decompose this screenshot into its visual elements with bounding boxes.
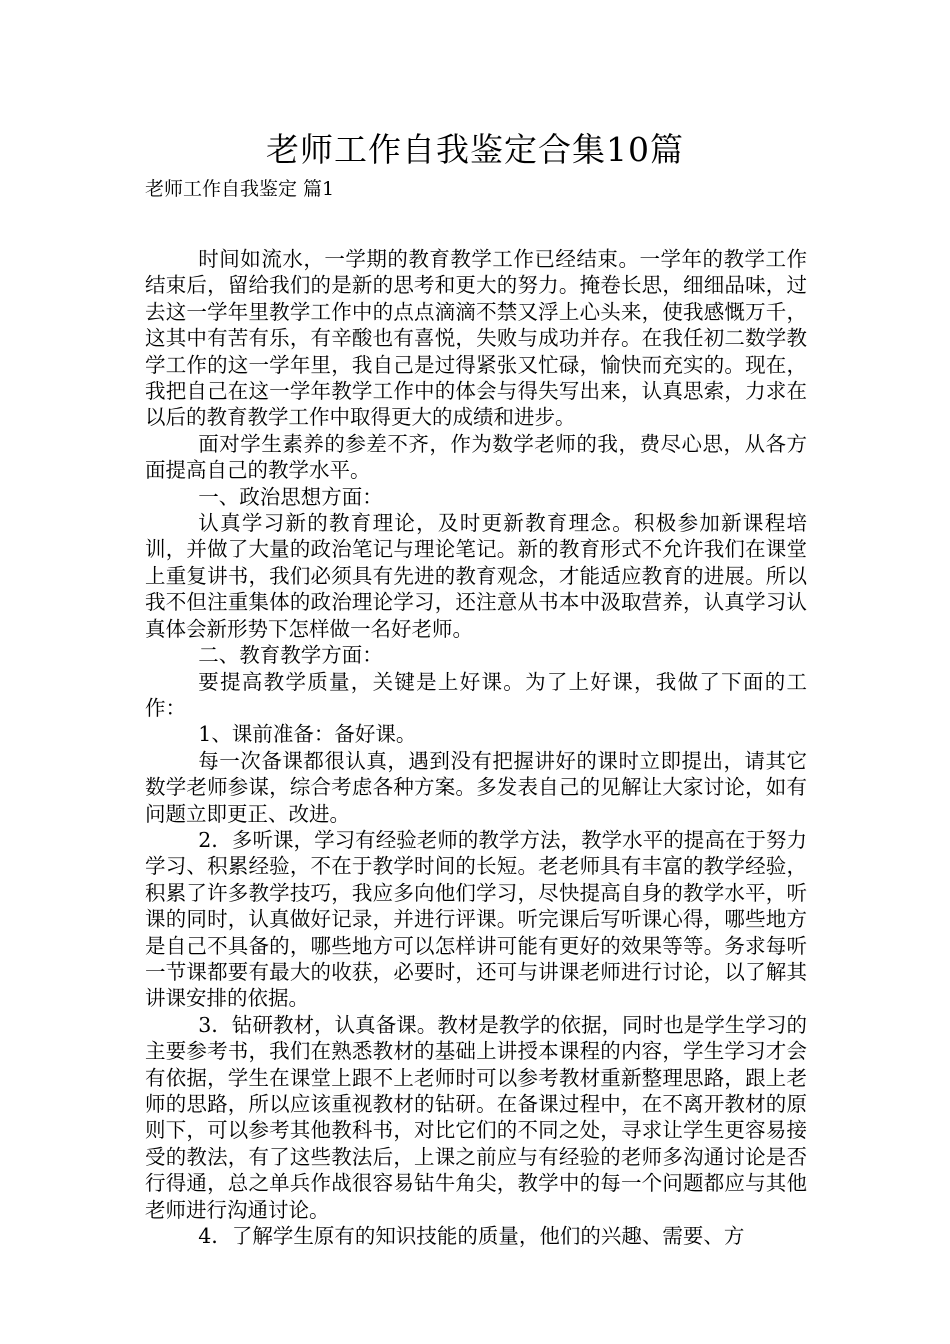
- section-heading: 老师工作自我鉴定 篇1: [145, 178, 335, 200]
- paragraph-study-textbook: 3．钻研教材，认真备课。教材是教学的依据，同时也是学生学习的主要参考书，我们在熟悉教材的基础上讲授本课程的内容，学生学习才会有依据，学生在课堂上跟不上老师时可以参考教材重新整理思路，跟上老师的思路，所以应该重视教材的钻研。在备课过程中，在不离开教材的原则下，可以参考其他教科书，对比它们的不同之处，寻求让学生更容易接受的教法，有了这些教法后，上课之前应与有经验的老师多沟通讨论是否行得通，总之单兵作战很容易钻牛角尖，教学中的每一个问题都应与其他老师进行沟通讨论。: [145, 1012, 807, 1222]
- document-title: 老师工作自我鉴定合集10篇: [266, 130, 684, 169]
- paragraph-intro: 时间如流水，一学期的教育教学工作已经结束。一学年的教学工作结束后，留给我们的是新的思考和更大的努力。掩卷长思，细细品味，过去这一学年里教学工作中的点点滴滴不禁又浮上心头来，使我感慨万千，这其中有苦有乐，有辛酸也有喜悦，失败与成功并存。在我任初二数学教学工作的这一学年里，我自己是过得紧张又忙碌，愉快而充实的。现在，我把自己在这一学年教学工作中的体会与得失写出来，认真思索，力求在以后的教育教学工作中取得更大的成绩和进步。: [145, 247, 807, 430]
- paragraph-teaching-level: 面对学生素养的参差不齐，作为数学老师的我，费尽心思，从各方面提高自己的教学水平。: [145, 431, 807, 483]
- paragraph-lesson-prep: 每一次备课都很认真，遇到没有把握讲好的课时立即提出，请其它数学老师参谋，综合考虑各种方案。多发表自己的见解让大家讨论，如有问题立即更正、改进。: [145, 748, 807, 826]
- heading-education-teaching: 二、教育教学方面：: [198, 643, 383, 668]
- paragraph-understand-students: 4．了解学生原有的知识技能的质量，他们的兴趣、需要、方: [198, 1224, 745, 1249]
- paragraph-teaching-quality: 要提高教学质量，关键是上好课。为了上好课，我做了下面的工作：: [145, 669, 807, 720]
- heading-lesson-prep: 1、课前准备：备好课。: [198, 722, 417, 747]
- document-body: [145, 246, 807, 1249]
- paragraph-observe-classes: 2．多听课，学习有经验老师的教学方法，教学水平的提高在于努力学习、积累经验，不在于教学时间的长短。老老师具有丰富的教学经验，积累了许多教学技巧，我应多向他们学习，尽快提高自身的教学水平，听课的同时，认真做好记录，并进行评课。听完课后写听课心得，哪些地方是自己不具备的，哪些地方可以怎样讲可能有更好的效果等等。务求每听一节课都要有最大的收获，必要时，还可与讲课老师进行讨论，以了解其讲课安排的依据。: [145, 827, 807, 1011]
- paragraph-political-thought: 认真学习新的教育理论，及时更新教育理念。积极参加新课程培训，并做了大量的政治笔记与理论笔记。新的教育形式不允许我们在课堂上重复讲书，我们必须具有先进的教育观念，才能适应教育的进展。所以我不但注重集体的政治理论学习，还注意从书本中汲取营养，认真学习认真体会新形势下怎样做一名好老师。: [145, 511, 807, 641]
- heading-political-thought: 一、政治思想方面：: [198, 484, 383, 509]
